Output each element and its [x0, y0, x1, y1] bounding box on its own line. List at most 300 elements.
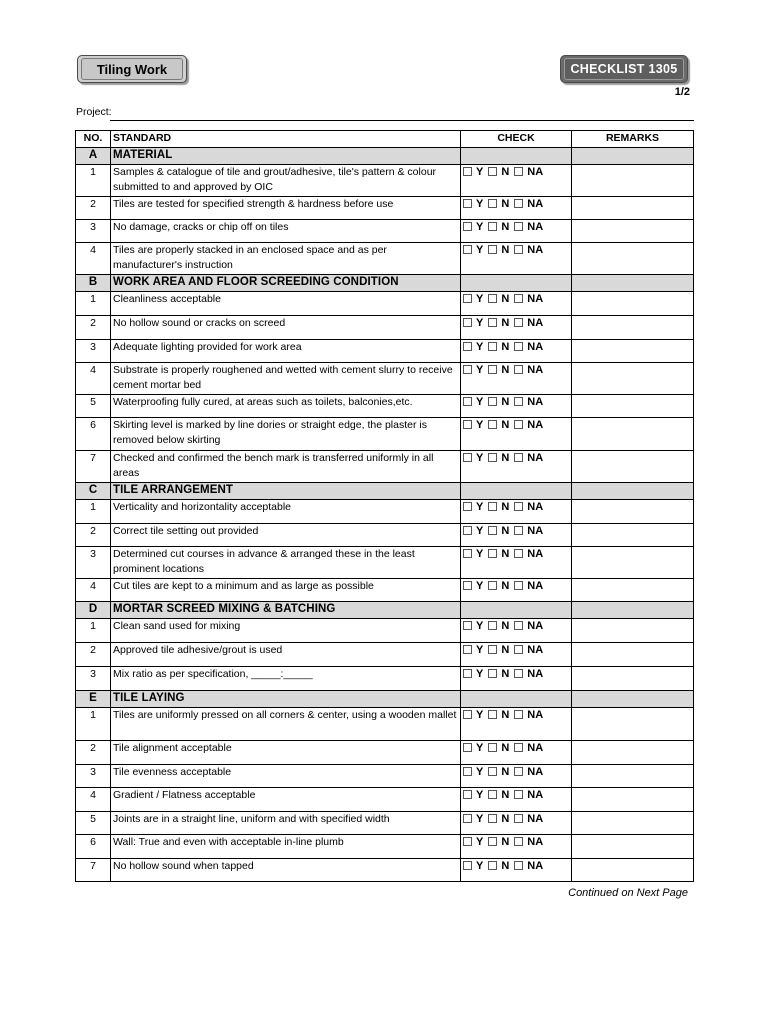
section-check-cell [461, 602, 572, 619]
item-standard: Verticality and horizontality acceptable [111, 500, 461, 524]
check-option-n [488, 643, 509, 658]
remarks-cell[interactable] [572, 340, 694, 363]
item-number: 4 [76, 788, 111, 812]
item-standard: Substrate is properly roughened and wetted with cement slurry to receive cement mortar bed [111, 363, 461, 395]
checklist-number: CHECKLIST 1305 [564, 58, 684, 80]
check-option-n [488, 859, 509, 874]
check-option-n [488, 788, 509, 803]
item-number: 1 [76, 500, 111, 524]
check-option-y [463, 243, 483, 258]
checkbox-n[interactable] [488, 420, 497, 429]
remarks-cell[interactable] [572, 243, 694, 275]
table-row [76, 708, 694, 741]
checkbox-label-n: N [501, 452, 510, 464]
check-option-na [514, 708, 543, 723]
checkbox-label-n: N [501, 860, 510, 872]
checkbox-label-y: Y [476, 244, 484, 256]
table-row [76, 451, 694, 483]
checkbox-n[interactable] [488, 837, 497, 846]
checkbox-y[interactable] [463, 814, 472, 823]
checkbox-label-n: N [501, 668, 510, 680]
checkbox-label-y: Y [476, 860, 484, 872]
remarks-cell[interactable] [572, 524, 694, 547]
check-option-y [463, 835, 483, 850]
checkbox-label-na: NA [527, 644, 544, 656]
check-cell [461, 765, 572, 788]
item-number: 5 [76, 395, 111, 418]
remarks-cell[interactable] [572, 451, 694, 483]
checkbox-na[interactable] [514, 318, 523, 327]
item-standard: Tile alignment acceptable [111, 741, 461, 765]
check-option-na [514, 579, 543, 594]
checkbox-n[interactable] [488, 710, 497, 719]
column-header-remarks: REMARKS [572, 131, 694, 148]
checkbox-y[interactable] [463, 549, 472, 558]
table-row [76, 292, 694, 316]
checkbox-y[interactable] [463, 837, 472, 846]
checkbox-y[interactable] [463, 167, 472, 176]
checkbox-n[interactable] [488, 294, 497, 303]
checkbox-n[interactable] [488, 167, 497, 176]
checkbox-n[interactable] [488, 814, 497, 823]
remarks-cell[interactable] [572, 316, 694, 340]
item-number: 2 [76, 741, 111, 765]
check-option-n [488, 243, 509, 258]
checkbox-label-n: N [501, 742, 510, 754]
checkbox-na[interactable] [514, 294, 523, 303]
item-number: 7 [76, 451, 111, 483]
checkbox-label-n: N [501, 166, 510, 178]
check-option-n [488, 340, 509, 355]
check-cell [461, 547, 572, 579]
check-option-na [514, 418, 543, 433]
checkbox-label-y: Y [476, 166, 484, 178]
checkbox-n[interactable] [488, 199, 497, 208]
checkbox-label-y: Y [476, 341, 484, 353]
check-option-y [463, 363, 483, 378]
checkbox-label-y: Y [476, 548, 484, 560]
project-label: Project: [76, 106, 112, 118]
item-standard: Tiles are properly stacked in an enclosed space and as per manufacturer's instruction [111, 243, 461, 275]
checkbox-na[interactable] [514, 581, 523, 590]
checkbox-y[interactable] [463, 743, 472, 752]
check-option-n [488, 363, 509, 378]
table-row [76, 243, 694, 275]
item-standard: Clean sand used for mixing [111, 619, 461, 643]
check-option-na [514, 859, 543, 874]
item-standard: No hollow sound or cracks on screed [111, 316, 461, 340]
checkbox-na[interactable] [514, 549, 523, 558]
table-row [76, 619, 694, 643]
checkbox-na[interactable] [514, 767, 523, 776]
continued-note: Continued on Next Page [568, 887, 688, 899]
checkbox-y[interactable] [463, 420, 472, 429]
item-standard: Approved tile adhesive/grout is used [111, 643, 461, 667]
checkbox-na[interactable] [514, 222, 523, 231]
checkbox-label-y: Y [476, 525, 484, 537]
section-check-cell [461, 148, 572, 165]
checkbox-n[interactable] [488, 669, 497, 678]
checkbox-na[interactable] [514, 710, 523, 719]
checkbox-label-n: N [501, 364, 510, 376]
check-cell [461, 619, 572, 643]
checkbox-label-y: Y [476, 836, 484, 848]
checkbox-label-n: N [501, 580, 510, 592]
checkbox-na[interactable] [514, 645, 523, 654]
check-option-y [463, 524, 483, 539]
section-check-cell [461, 483, 572, 500]
check-cell [461, 316, 572, 340]
check-cell [461, 451, 572, 483]
checkbox-n[interactable] [488, 645, 497, 654]
section-title: MATERIAL [111, 148, 461, 165]
checkbox-label-y: Y [476, 742, 484, 754]
checkbox-n[interactable] [488, 621, 497, 630]
check-option-na [514, 451, 543, 466]
checkbox-na[interactable] [514, 342, 523, 351]
check-option-na [514, 619, 543, 634]
checkbox-na[interactable] [514, 790, 523, 799]
item-number: 7 [76, 859, 111, 882]
checkbox-label-n: N [501, 221, 510, 233]
check-option-n [488, 451, 509, 466]
checkbox-n[interactable] [488, 767, 497, 776]
item-number: 1 [76, 292, 111, 316]
checkbox-label-n: N [501, 644, 510, 656]
checkbox-label-y: Y [476, 813, 484, 825]
check-option-na [514, 220, 543, 235]
item-number: 4 [76, 579, 111, 602]
item-number: 2 [76, 197, 111, 220]
remarks-cell[interactable] [572, 418, 694, 451]
checkbox-n[interactable] [488, 861, 497, 870]
checkbox-n[interactable] [488, 526, 497, 535]
checklist-badge [560, 55, 688, 83]
check-cell [461, 812, 572, 835]
check-cell [461, 243, 572, 275]
check-option-y [463, 788, 483, 803]
item-number: 3 [76, 667, 111, 691]
checkbox-y[interactable] [463, 621, 472, 630]
item-number: 2 [76, 316, 111, 340]
item-number: 1 [76, 165, 111, 197]
table-header-row [76, 131, 694, 148]
check-cell [461, 524, 572, 547]
checkbox-na[interactable] [514, 502, 523, 511]
checkbox-y[interactable] [463, 767, 472, 776]
checkbox-y[interactable] [463, 294, 472, 303]
checkbox-y[interactable] [463, 710, 472, 719]
check-option-na [514, 500, 543, 515]
checkbox-label-n: N [501, 244, 510, 256]
checkbox-label-na: NA [527, 813, 544, 825]
check-cell [461, 835, 572, 859]
checkbox-n[interactable] [488, 365, 497, 374]
section-row [76, 483, 694, 500]
remarks-cell[interactable] [572, 220, 694, 243]
item-number: 1 [76, 708, 111, 741]
checkbox-y[interactable] [463, 318, 472, 327]
check-option-n [488, 619, 509, 634]
item-number: 6 [76, 835, 111, 859]
remarks-cell[interactable] [572, 812, 694, 835]
item-standard: Cleanliness acceptable [111, 292, 461, 316]
check-option-y [463, 643, 483, 658]
check-cell [461, 363, 572, 395]
checkbox-label-y: Y [476, 221, 484, 233]
checkbox-label-na: NA [527, 317, 544, 329]
checkbox-na[interactable] [514, 861, 523, 870]
remarks-cell[interactable] [572, 500, 694, 524]
checkbox-na[interactable] [514, 167, 523, 176]
checkbox-n[interactable] [488, 581, 497, 590]
remarks-cell[interactable] [572, 643, 694, 667]
checkbox-n[interactable] [488, 790, 497, 799]
remarks-cell[interactable] [572, 835, 694, 859]
check-option-n [488, 708, 509, 723]
remarks-cell[interactable] [572, 197, 694, 220]
remarks-cell[interactable] [572, 667, 694, 691]
checkbox-y[interactable] [463, 222, 472, 231]
table-row [76, 500, 694, 524]
item-number: 4 [76, 243, 111, 275]
item-number: 3 [76, 765, 111, 788]
checklist-table [75, 130, 694, 882]
checkbox-na[interactable] [514, 621, 523, 630]
checkbox-na[interactable] [514, 245, 523, 254]
checkbox-y[interactable] [463, 502, 472, 511]
table-row [76, 197, 694, 220]
check-option-y [463, 741, 483, 756]
item-standard: Adequate lighting provided for work area [111, 340, 461, 363]
check-option-y [463, 579, 483, 594]
item-standard: Joints are in a straight line, uniform and with specified width [111, 812, 461, 835]
check-option-n [488, 765, 509, 780]
check-option-n [488, 220, 509, 235]
item-number: 6 [76, 418, 111, 451]
item-standard: Gradient / Flatness acceptable [111, 788, 461, 812]
column-header-standard: STANDARD [111, 131, 461, 148]
check-option-na [514, 340, 543, 355]
check-cell [461, 859, 572, 882]
section-remarks-cell [572, 691, 694, 708]
remarks-cell[interactable] [572, 708, 694, 741]
checkbox-label-n: N [501, 293, 510, 305]
checkbox-label-y: Y [476, 452, 484, 464]
section-title: TILE LAYING [111, 691, 461, 708]
checkbox-label-n: N [501, 317, 510, 329]
check-option-y [463, 316, 483, 331]
section-row [76, 602, 694, 619]
section-check-cell [461, 691, 572, 708]
item-standard: Skirting level is marked by line dories or straight edge, the plaster is removed below skirting [111, 418, 461, 451]
remarks-cell[interactable] [572, 619, 694, 643]
item-number: 5 [76, 812, 111, 835]
checkbox-y[interactable] [463, 342, 472, 351]
check-option-y [463, 859, 483, 874]
check-option-na [514, 395, 543, 410]
check-option-n [488, 197, 509, 212]
table-row [76, 667, 694, 691]
table-row [76, 643, 694, 667]
section-letter: B [76, 275, 111, 292]
check-option-n [488, 741, 509, 756]
checkbox-na[interactable] [514, 743, 523, 752]
checkbox-n[interactable] [488, 502, 497, 511]
checkbox-na[interactable] [514, 420, 523, 429]
item-number: 3 [76, 220, 111, 243]
title-badge [77, 55, 187, 83]
remarks-cell[interactable] [572, 165, 694, 197]
checkbox-n[interactable] [488, 222, 497, 231]
checkbox-label-y: Y [476, 644, 484, 656]
item-standard: Tiles are tested for specified strength & hardness before use [111, 197, 461, 220]
item-standard: Checked and confirmed the bench mark is transferred uniformly in all areas [111, 451, 461, 483]
checkbox-y[interactable] [463, 669, 472, 678]
checkbox-label-y: Y [476, 364, 484, 376]
checkbox-label-na: NA [527, 709, 544, 721]
checkbox-y[interactable] [463, 645, 472, 654]
checkbox-label-n: N [501, 766, 510, 778]
check-option-n [488, 395, 509, 410]
checkbox-y[interactable] [463, 790, 472, 799]
column-header-no: NO. [76, 131, 111, 148]
item-standard: Waterproofing fully cured, at areas such as toilets, balconies,etc. [111, 395, 461, 418]
table-row [76, 859, 694, 882]
remarks-cell[interactable] [572, 363, 694, 395]
checkbox-label-na: NA [527, 166, 544, 178]
checkbox-n[interactable] [488, 342, 497, 351]
checkbox-y[interactable] [463, 861, 472, 870]
check-cell [461, 292, 572, 316]
checkbox-label-na: NA [527, 580, 544, 592]
checkbox-y[interactable] [463, 365, 472, 374]
check-cell [461, 579, 572, 602]
check-cell [461, 788, 572, 812]
table-row [76, 524, 694, 547]
checkbox-n[interactable] [488, 245, 497, 254]
checkbox-na[interactable] [514, 397, 523, 406]
section-remarks-cell [572, 483, 694, 500]
section-remarks-cell [572, 148, 694, 165]
check-option-y [463, 500, 483, 515]
checkbox-label-n: N [501, 341, 510, 353]
check-option-n [488, 667, 509, 682]
check-option-y [463, 708, 483, 723]
checkbox-label-n: N [501, 396, 510, 408]
checkbox-label-na: NA [527, 742, 544, 754]
item-number: 2 [76, 524, 111, 547]
checkbox-label-na: NA [527, 836, 544, 848]
item-number: 3 [76, 547, 111, 579]
checkbox-label-na: NA [527, 501, 544, 513]
checkbox-na[interactable] [514, 453, 523, 462]
check-option-na [514, 812, 543, 827]
check-option-na [514, 667, 543, 682]
checkbox-na[interactable] [514, 669, 523, 678]
remarks-cell[interactable] [572, 859, 694, 882]
item-number: 4 [76, 363, 111, 395]
checkbox-na[interactable] [514, 837, 523, 846]
checkbox-na[interactable] [514, 526, 523, 535]
table-row [76, 812, 694, 835]
check-option-y [463, 340, 483, 355]
table-row [76, 316, 694, 340]
remarks-cell[interactable] [572, 788, 694, 812]
section-letter: C [76, 483, 111, 500]
check-option-y [463, 418, 483, 433]
checkbox-label-y: Y [476, 580, 484, 592]
remarks-cell[interactable] [572, 547, 694, 579]
checkbox-label-n: N [501, 836, 510, 848]
remarks-cell[interactable] [572, 579, 694, 602]
check-option-y [463, 451, 483, 466]
checkbox-y[interactable] [463, 245, 472, 254]
remarks-cell[interactable] [572, 292, 694, 316]
checkbox-label-n: N [501, 620, 510, 632]
checkbox-label-na: NA [527, 364, 544, 376]
checkbox-na[interactable] [514, 814, 523, 823]
checkbox-y[interactable] [463, 526, 472, 535]
check-option-n [488, 316, 509, 331]
check-option-y [463, 165, 483, 180]
checkbox-y[interactable] [463, 397, 472, 406]
project-field[interactable] [110, 120, 694, 121]
table-row [76, 788, 694, 812]
check-cell [461, 500, 572, 524]
remarks-cell[interactable] [572, 395, 694, 418]
check-option-n [488, 418, 509, 433]
checkbox-y[interactable] [463, 453, 472, 462]
checkbox-label-na: NA [527, 860, 544, 872]
checkbox-label-y: Y [476, 317, 484, 329]
item-standard: Wall: True and even with acceptable in-line plumb [111, 835, 461, 859]
check-cell [461, 643, 572, 667]
section-row [76, 275, 694, 292]
check-option-na [514, 165, 543, 180]
remarks-cell[interactable] [572, 765, 694, 788]
check-option-y [463, 812, 483, 827]
checkbox-n[interactable] [488, 453, 497, 462]
checkbox-n[interactable] [488, 318, 497, 327]
check-cell [461, 197, 572, 220]
check-option-n [488, 524, 509, 539]
section-remarks-cell [572, 275, 694, 292]
check-option-n [488, 579, 509, 594]
checkbox-n[interactable] [488, 743, 497, 752]
checkbox-label-n: N [501, 198, 510, 210]
check-option-n [488, 835, 509, 850]
checkbox-label-n: N [501, 709, 510, 721]
checkbox-n[interactable] [488, 549, 497, 558]
check-option-na [514, 292, 543, 307]
table-row [76, 835, 694, 859]
checkbox-na[interactable] [514, 365, 523, 374]
checkbox-n[interactable] [488, 397, 497, 406]
checkbox-na[interactable] [514, 199, 523, 208]
check-option-y [463, 197, 483, 212]
item-standard: Tile evenness acceptable [111, 765, 461, 788]
page-number: 1/2 [674, 86, 690, 98]
checkbox-label-n: N [501, 789, 510, 801]
remarks-cell[interactable] [572, 741, 694, 765]
item-standard: Samples & catalogue of tile and grout/adhesive, tile's pattern & colour submitted to and approved by OIC [111, 165, 461, 197]
checkbox-label-y: Y [476, 668, 484, 680]
checkbox-y[interactable] [463, 199, 472, 208]
table-row [76, 340, 694, 363]
check-option-na [514, 243, 543, 258]
checkbox-y[interactable] [463, 581, 472, 590]
